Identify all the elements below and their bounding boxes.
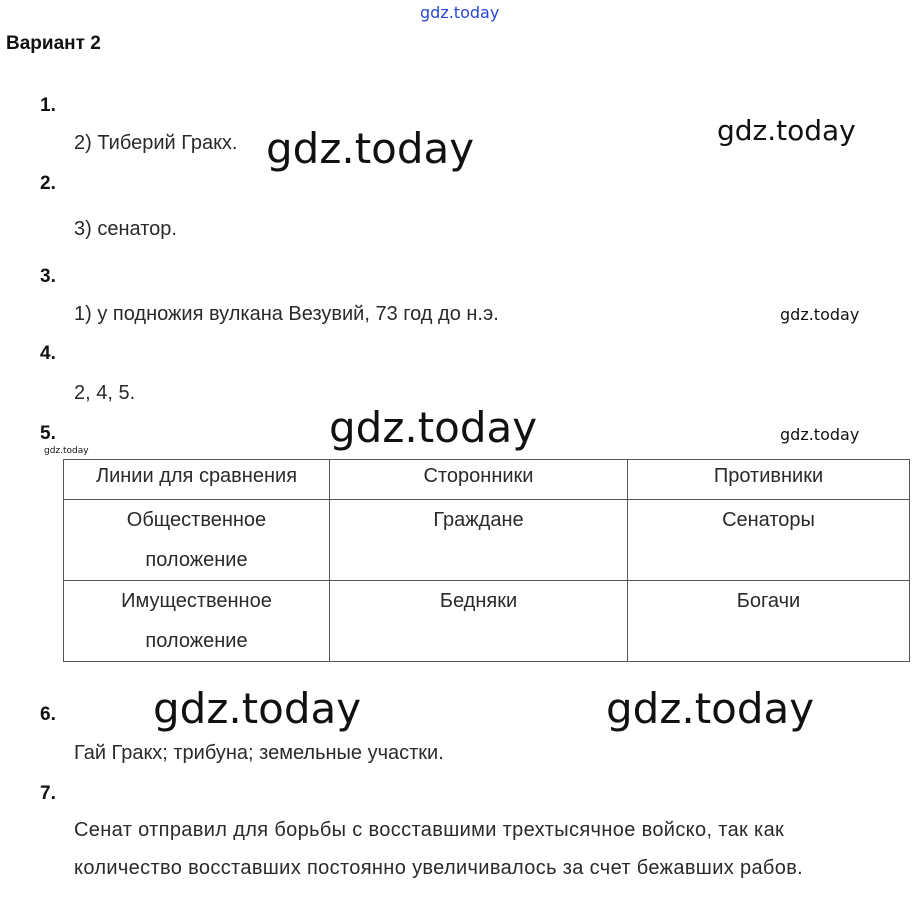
line-label: Общественное — [126, 509, 267, 531]
line-label: положение — [145, 630, 248, 652]
table-cell-supporters: Граждане — [330, 500, 628, 581]
watermark: gdz.today — [329, 403, 538, 452]
watermark: gdz.today — [266, 124, 475, 173]
watermark: gdz.today — [780, 305, 860, 324]
question-number-7: 7. — [40, 783, 56, 804]
table-header-cell: Сторонники — [330, 460, 628, 500]
table-row — [64, 581, 910, 662]
answer-1: 2) Тиберий Гракх. — [74, 132, 238, 154]
question-number-2: 2. — [40, 173, 56, 194]
answer-7-line-2: количество восставших постоянно увеличивалось за счет бежавших рабов. — [74, 857, 804, 879]
line-label: Имущественное — [121, 590, 272, 612]
watermark: gdz.today — [153, 684, 362, 733]
table-header-cell: Противники — [628, 460, 910, 500]
watermark: gdz.today — [606, 684, 815, 733]
watermark-top: gdz.today — [420, 3, 500, 22]
comparison-table — [63, 459, 910, 662]
answer-2: 3) сенатор. — [74, 218, 177, 240]
variant-title: Вариант 2 — [6, 33, 101, 54]
answer-6: Гай Гракх; трибуна; земельные участки. — [74, 742, 444, 764]
watermark: gdz.today — [44, 446, 89, 456]
answer-3: 1) у подножия вулкана Везувий, 73 год до н.э. — [74, 303, 499, 325]
question-number-1: 1. — [40, 95, 56, 116]
line-label: положение — [145, 549, 248, 571]
table-row — [64, 500, 910, 581]
watermark: gdz.today — [717, 114, 856, 147]
table-cell-supporters: Бедняки — [330, 581, 628, 662]
answer-4: 2, 4, 5. — [74, 382, 136, 404]
watermark: gdz.today — [780, 425, 860, 444]
table-cell-line — [64, 581, 330, 662]
table-cell-opponents: Сенаторы — [628, 500, 910, 581]
question-number-5: 5. — [40, 423, 56, 444]
table-cell-line — [64, 500, 330, 581]
answer-7-line-1: Сенат отправил для борьбы с восставшими трехтысячное войско, так как — [74, 819, 785, 841]
table-header-row — [64, 460, 910, 500]
table-header-cell: Линии для сравнения — [64, 460, 330, 500]
question-number-6: 6. — [40, 704, 56, 725]
question-number-3: 3. — [40, 266, 56, 287]
table-cell-opponents: Богачи — [628, 581, 910, 662]
question-number-4: 4. — [40, 343, 56, 364]
